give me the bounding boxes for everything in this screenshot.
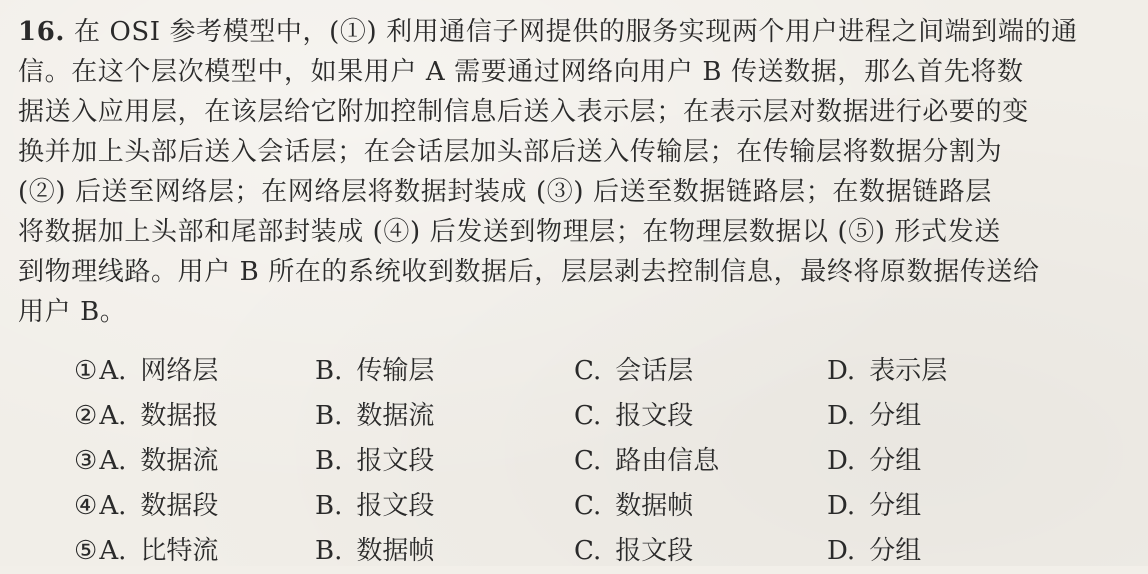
question-text: 在 OSI 参考模型中，(①) 利用通信子网提供的服务实现两个用户进程之间端到端的通 — [74, 17, 1078, 47]
choice-text: 分组 — [869, 401, 922, 431]
option-choice[interactable] — [74, 484, 218, 529]
question-line — [18, 212, 1136, 252]
choice-label: D. — [827, 446, 856, 476]
option-choice[interactable] — [827, 439, 921, 484]
option-choice[interactable] — [827, 394, 921, 439]
option-row-1 — [74, 349, 1074, 394]
question-line — [18, 52, 1136, 92]
question-text: 将数据加上头部和尾部封装成 (④) 后发送到物理层；在物理层数据以 (⑤) 形式发送 — [18, 217, 1001, 247]
choice-label: D. — [827, 536, 856, 566]
question-line — [18, 92, 1136, 132]
choice-text: 报文段 — [615, 536, 694, 566]
choice-text: 数据帧 — [356, 536, 435, 566]
option-choice[interactable] — [827, 484, 921, 529]
choice-text: 数据报 — [140, 401, 219, 431]
choice-text: 报文段 — [356, 491, 435, 521]
option-row-3 — [74, 439, 1074, 484]
choice-text: 分组 — [869, 446, 922, 476]
option-row-5 — [74, 529, 1074, 574]
choice-label: B. — [315, 446, 343, 476]
choice-label: A. — [99, 356, 127, 386]
question-line — [18, 172, 1136, 212]
question-text: (②) 后送至网络层；在网络层将数据封装成 (③) 后送至数据链路层；在数据链路层 — [18, 177, 992, 207]
choice-text: 会话层 — [615, 356, 694, 386]
choice-text: 比特流 — [140, 536, 219, 566]
blank-marker: ② — [74, 401, 98, 431]
choice-text: 网络层 — [140, 356, 219, 386]
choice-text: 分组 — [869, 491, 922, 521]
choice-label: A. — [99, 536, 127, 566]
answer-options — [74, 349, 1074, 574]
question-text: 到物理线路。用户 B 所在的系统收到数据后，层层剥去控制信息，最终将原数据传送给 — [18, 257, 1040, 287]
option-choice[interactable] — [74, 529, 218, 574]
choice-text: 分组 — [869, 536, 922, 566]
choice-text: 传输层 — [356, 356, 435, 386]
option-choice[interactable] — [315, 484, 434, 529]
choice-text: 报文段 — [356, 446, 435, 476]
choice-text: 数据帧 — [615, 491, 694, 521]
choice-label: C. — [574, 536, 602, 566]
option-row-4 — [74, 484, 1074, 529]
choice-text: 数据流 — [356, 401, 435, 431]
choice-text: 数据流 — [140, 446, 219, 476]
question-16 — [18, 12, 1136, 332]
question-line — [18, 292, 1136, 332]
option-choice[interactable] — [74, 394, 218, 439]
choice-label: A. — [99, 446, 127, 476]
option-choice[interactable] — [574, 394, 693, 439]
option-choice[interactable] — [315, 394, 434, 439]
choice-label: C. — [574, 491, 602, 521]
option-choice[interactable] — [574, 439, 719, 484]
question-line — [18, 252, 1136, 292]
option-choice[interactable] — [574, 484, 693, 529]
option-choice[interactable] — [74, 349, 218, 394]
choice-label: B. — [315, 401, 343, 431]
choice-label: C. — [574, 401, 602, 431]
choice-label: C. — [574, 356, 602, 386]
choice-text: 表示层 — [869, 356, 948, 386]
question-text: 信。在这个层次模型中，如果用户 A 需要通过网络向用户 B 传送数据，那么首先将数 — [18, 57, 1024, 87]
choice-label: D. — [827, 401, 856, 431]
option-choice[interactable] — [827, 349, 947, 394]
choice-text: 路由信息 — [615, 446, 720, 476]
choice-text: 数据段 — [140, 491, 219, 521]
option-choice[interactable] — [315, 349, 434, 394]
option-choice[interactable] — [74, 439, 218, 484]
question-number: 16. — [18, 17, 66, 47]
question-line — [18, 132, 1136, 172]
option-choice[interactable] — [827, 529, 921, 574]
option-choice[interactable] — [315, 439, 434, 484]
blank-marker: ④ — [74, 491, 98, 521]
choice-text: 报文段 — [615, 401, 694, 431]
choice-label: B. — [315, 356, 343, 386]
option-choice[interactable] — [574, 529, 693, 574]
choice-label: B. — [315, 536, 343, 566]
choice-label: D. — [827, 491, 856, 521]
choice-label: B. — [315, 491, 343, 521]
choice-label: A. — [99, 401, 127, 431]
blank-marker: ⑤ — [74, 536, 98, 566]
option-choice[interactable] — [574, 349, 693, 394]
choice-label: D. — [827, 356, 856, 386]
blank-marker: ③ — [74, 446, 98, 476]
option-row-2 — [74, 394, 1074, 439]
choice-label: C. — [574, 446, 602, 476]
blank-marker: ① — [74, 356, 98, 386]
option-choice[interactable] — [315, 529, 434, 574]
choice-label: A. — [99, 491, 127, 521]
question-line — [18, 12, 1136, 52]
question-text: 换并加上头部后送入会话层；在会话层加头部后送入传输层；在传输层将数据分割为 — [18, 137, 1003, 167]
question-text: 用户 B。 — [18, 297, 127, 327]
question-text: 据送入应用层，在该层给它附加控制信息后送入表示层；在表示层对数据进行必要的变 — [18, 97, 1029, 127]
